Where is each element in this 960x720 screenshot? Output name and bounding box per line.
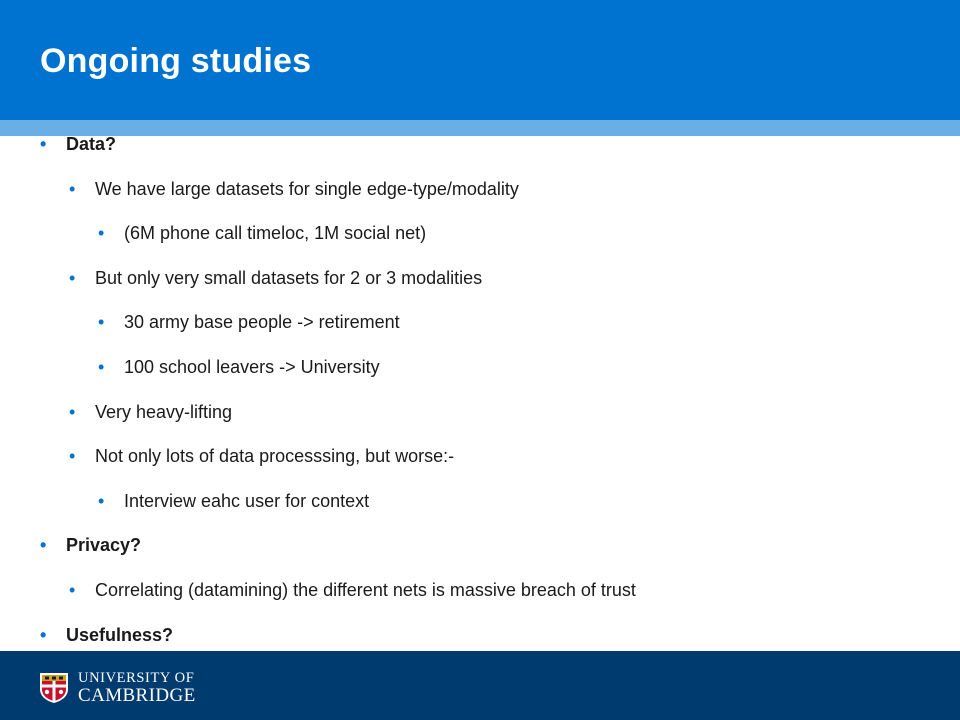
bullet-text: Data?: [66, 134, 117, 154]
bullet-text: We have large datasets for single edge-type/modality: [95, 178, 519, 199]
bullet-item-level-3: [98, 357, 380, 378]
cambridge-crest-icon: [39, 672, 69, 704]
bullet-icon: •: [98, 357, 105, 377]
bullet-icon: •: [69, 446, 76, 467]
bullet-text: Very heavy-lifting: [95, 401, 233, 422]
bullet-item-level-2: [69, 446, 455, 467]
bullet-text: But only very small datasets for 2 or 3 modalities: [95, 267, 483, 288]
bullet-text: Correlating (datamining) the different nets is massive breach of trust: [95, 580, 636, 600]
bullet-text: Privacy?: [66, 535, 142, 556]
bullet-item-level-3: [98, 312, 400, 333]
bullet-icon: •: [69, 267, 76, 288]
bullet-list: [0, 126, 960, 648]
bullet-icon: •: [40, 624, 47, 645]
bullet-item-level-3: [98, 223, 427, 244]
bullet-item-level-3: [98, 490, 370, 512]
bullet-text: 100 school leavers -> University: [124, 357, 380, 377]
bullet-item-level-1: [40, 624, 174, 646]
bullet-icon: •: [69, 580, 76, 600]
bullet-item-level-2: [69, 401, 233, 423]
bullet-text: Usefulness?: [66, 624, 174, 645]
logo-line-university-of: UNIVERSITY OF: [78, 670, 195, 686]
bullet-icon: •: [98, 223, 105, 244]
bullet-icon: •: [98, 312, 105, 333]
bullet-text: Not only lots of data processsing, but worse:-: [95, 446, 455, 467]
bullet-icon: •: [98, 490, 105, 511]
bullet-item-level-2: [69, 267, 483, 289]
slide-title: Ongoing studies: [40, 42, 312, 80]
footer-bar: [0, 651, 960, 720]
logo-line-cambridge: CAMBRIDGE: [78, 685, 196, 706]
bullet-icon: •: [69, 178, 76, 199]
header-bar: [0, 0, 960, 120]
bullet-item-level-2: [69, 178, 519, 200]
bullet-text: Interview eahc user for context: [124, 490, 370, 511]
bullet-item-level-1: [40, 535, 142, 556]
bullet-icon: •: [40, 535, 47, 556]
bullet-text: 30 army base people -> retirement: [124, 312, 400, 333]
bullet-item-level-2: [69, 580, 636, 601]
university-logo-text: [78, 670, 196, 704]
bullet-icon: •: [40, 134, 47, 154]
bullet-text: (6M phone call timeloc, 1M social net): [124, 223, 427, 244]
bullet-icon: •: [69, 401, 76, 422]
bullet-item-level-1: [40, 134, 117, 155]
